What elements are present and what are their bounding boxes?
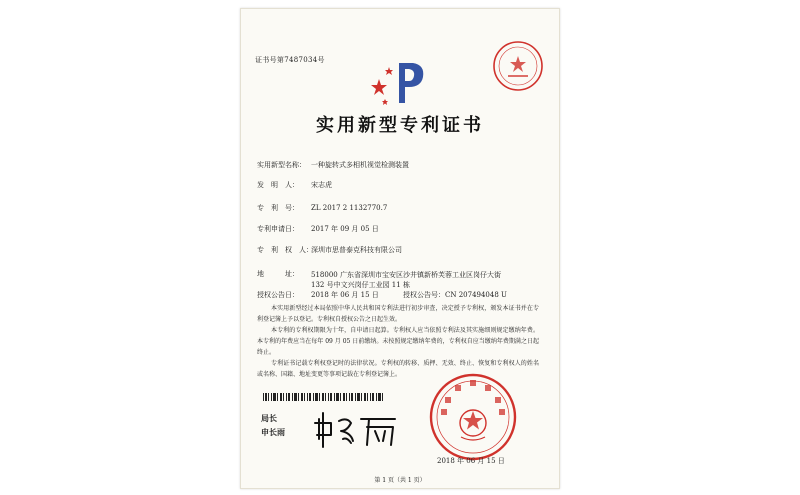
body-paragraph: 本专利的专利权期限为十年，自申请日起算。专利权人应当依照专利法及其实施细则规定缴纳年费。本专利的年费应当在每年 09 月 05 日前缴纳。未按照规定缴纳年费的，专利权自应当缴纳年费期满之日起终止。 (257, 327, 539, 356)
field-publication-number (403, 291, 507, 300)
signer-name: 申长雨 (261, 427, 285, 437)
seal-date: 2018 年 06 月 15 日 (437, 457, 505, 465)
certificate-body (257, 303, 539, 380)
certificate-title: 实用新型专利证书 (316, 115, 484, 136)
field-label: 发 明 人： (257, 181, 299, 189)
certificate-page (240, 8, 560, 489)
field-value: 2018 年 06 月 15 日 (311, 291, 379, 299)
body-paragraph: 本实用新型经过本局依照中华人民共和国专利法进行初步审查，决定授予专利权，颁发本证书并在专利登记簿上予以登记。专利权自授权公告之日起生效。 (257, 305, 539, 323)
page-footer: 第 1 页（共 1 页） (374, 477, 426, 484)
field-grant-date (257, 291, 379, 300)
field-label: 专 利 权 人： (257, 246, 313, 254)
field-value: CN 207494048 U (445, 291, 507, 299)
field-value: ZL 2017 2 1132770.7 (311, 204, 388, 212)
field-address-label: 地 址： (257, 270, 299, 278)
signer-title: 局长 (261, 413, 277, 423)
field-value: 宋志虎 (311, 181, 332, 189)
barcode-icon (263, 393, 383, 401)
body-paragraph: 专利证书记载专利权登记时的法律状况。专利权的转移、质押、无效、终止、恢复和专利权人的姓名或名称、国籍、地址变更等事项记载在专利登记簿上。 (257, 360, 539, 378)
field-patent-number (257, 204, 387, 213)
field-label: 专利申请日： (257, 225, 299, 233)
certificate-number: 证书号第7487034号 (255, 56, 325, 64)
seal-stamp-small (491, 39, 545, 93)
field-application-date (257, 225, 379, 234)
field-inventor (257, 181, 332, 190)
field-value: 2017 年 09 月 05 日 (311, 225, 379, 233)
field-value: 深圳市思普泰克科技有限公司 (311, 246, 402, 254)
patent-office-logo-icon (369, 59, 429, 107)
field-value: 一种旋转式多相机视觉检测装置 (311, 161, 409, 169)
field-label: 专 利 号： (257, 204, 299, 212)
field-utility-model-name (257, 161, 409, 170)
handwritten-signature (313, 409, 403, 449)
official-seal-stamp (427, 371, 519, 463)
field-address-value: 518000 广东省深圳市宝安区沙井镇新桥芙蓉工业区岗仔大街 132 号中文兴岗仔工业园 11 栋 (311, 271, 501, 289)
field-label: 授权公告日： (257, 291, 299, 299)
field-patentee (257, 246, 402, 255)
field-label: 实用新型名称： (257, 161, 306, 169)
field-label: 授权公告号： (403, 291, 445, 299)
